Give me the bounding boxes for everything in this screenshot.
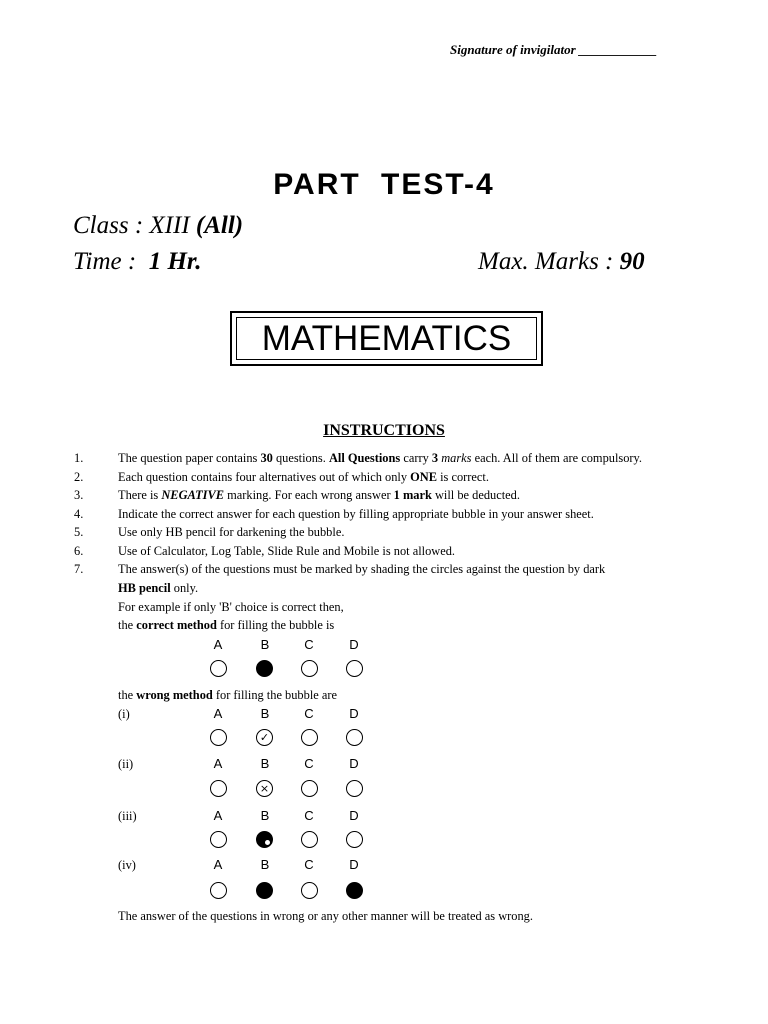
bubble-a [210, 831, 227, 848]
instruction-text: each. All of them are compulsory. [471, 451, 643, 465]
instruction-text: the [118, 618, 137, 632]
instruction-text: Each question contains four alternatives out of which only [118, 470, 411, 484]
wrong-method-line [118, 688, 337, 703]
instruction-text: for filling the bubble are [212, 688, 337, 702]
bubble-c [301, 729, 318, 746]
emphasis-negative: NEGATIVE [161, 488, 225, 502]
option-label-d: D [349, 637, 359, 652]
instruction-number: 3. [74, 488, 84, 502]
instruction-number: 2. [74, 470, 84, 484]
instruction-text: The question paper contains [118, 451, 261, 465]
instruction-7-line-1: The answer(s) of the questions must be marked by shading the circles against the question by dark [118, 562, 606, 576]
instruction-5: Use only HB pencil for darkening the bubble. [118, 525, 345, 539]
option-label-b: B [260, 756, 270, 771]
emphasis-hb-pencil: HB pencil [118, 581, 171, 595]
subject-box [230, 311, 543, 366]
instruction-1 [118, 451, 642, 466]
bubble-c [301, 831, 318, 848]
bubble-b-filled [256, 882, 273, 899]
bubble-c [301, 882, 318, 899]
emphasis-one: ONE [410, 470, 437, 484]
bubble-b-tick-icon: ✓ [256, 729, 273, 746]
signature-of-invigilator: Signature of invigilator ____________ [450, 42, 657, 57]
instruction-text: marking. For each wrong answer [224, 488, 394, 502]
bubble-b-filled [256, 660, 273, 677]
instruction-text: carry [400, 451, 432, 465]
emphasis-wrong-method: wrong method [136, 688, 213, 702]
instruction-text: the [118, 688, 137, 702]
instruction-7-line-2 [118, 581, 198, 596]
option-label-d: D [349, 706, 359, 721]
option-label-a: A [213, 756, 223, 771]
wrong-case-label: (i) [118, 707, 130, 721]
option-label-c: C [304, 808, 314, 823]
instruction-6: Use of Calculator, Log Table, Slide Rule and Mobile is not allowed. [118, 544, 456, 558]
marks-count: 3 [431, 451, 439, 465]
bubble-a [210, 660, 227, 677]
option-label-d: D [349, 857, 359, 872]
instruction-text: questions. [272, 451, 329, 465]
instruction-number: 4. [74, 507, 84, 521]
time-line [73, 248, 202, 276]
max-marks-value: 90 [619, 248, 645, 275]
option-label-b: B [260, 706, 270, 721]
emphasis-marks: marks [441, 451, 472, 465]
bubble-a [210, 882, 227, 899]
question-count: 30 [260, 451, 273, 465]
bubble-b-cross-icon: × [256, 780, 273, 797]
option-label-c: C [304, 756, 314, 771]
time-value: 1 Hr. [148, 248, 202, 275]
option-label-c: C [304, 637, 314, 652]
option-label-a: A [213, 857, 223, 872]
instruction-text: for filling the bubble is [216, 618, 335, 632]
instruction-text: is correct. [437, 470, 489, 484]
max-marks-label: Max. Marks : [478, 248, 614, 275]
instruction-number: 7. [74, 562, 84, 576]
bubble-d [346, 780, 363, 797]
instruction-number: 1. [74, 451, 84, 465]
wrong-case-label: (iv) [118, 858, 136, 872]
bubble-d-filled [346, 882, 363, 899]
option-label-c: C [304, 857, 314, 872]
wrong-case-label: (iii) [118, 809, 137, 823]
class-suffix: (All) [195, 212, 244, 239]
emphasis-correct-method: correct method [136, 618, 217, 632]
class-value: XIII [149, 212, 190, 239]
instruction-number: 5. [74, 525, 84, 539]
option-label-b: B [260, 808, 270, 823]
option-label-a: A [213, 706, 223, 721]
bubble-d [346, 729, 363, 746]
bubble-a [210, 780, 227, 797]
instruction-4: Indicate the correct answer for each question by filling appropriate bubble in your answer sheet. [118, 507, 594, 521]
footer-note: The answer of the questions in wrong or any other manner will be treated as wrong. [118, 909, 533, 923]
bubble-c [301, 780, 318, 797]
time-label: Time : [73, 248, 137, 275]
instruction-text: There is [118, 488, 162, 502]
correct-method-line [118, 618, 334, 633]
option-label-b: B [260, 857, 270, 872]
option-label-a: A [213, 808, 223, 823]
instruction-text: only. [170, 581, 199, 595]
instruction-number: 6. [74, 544, 84, 558]
option-label-b: B [260, 637, 270, 652]
bubble-b-partial [256, 831, 273, 848]
page-title: PART TEST-4 [273, 168, 495, 201]
emphasis-one-mark: 1 mark [393, 488, 432, 502]
bubble-d [346, 831, 363, 848]
class-line [73, 212, 243, 240]
instruction-text: will be deducted. [431, 488, 520, 502]
wrong-case-label: (ii) [118, 757, 134, 771]
subject-title: MATHEMATICS [236, 317, 537, 360]
option-label-d: D [349, 756, 359, 771]
emphasis-all-questions: All Questions [328, 451, 401, 465]
instruction-2 [118, 470, 489, 485]
bubble-c [301, 660, 318, 677]
class-label: Class : [73, 212, 144, 239]
option-label-d: D [349, 808, 359, 823]
bubble-d [346, 660, 363, 677]
bubble-a [210, 729, 227, 746]
instructions-heading: INSTRUCTIONS [323, 422, 445, 439]
option-label-c: C [304, 706, 314, 721]
max-marks-line [478, 248, 645, 276]
option-label-a: A [213, 637, 223, 652]
instruction-3 [118, 488, 520, 503]
example-intro: For example if only 'B' choice is correct then, [118, 600, 344, 614]
